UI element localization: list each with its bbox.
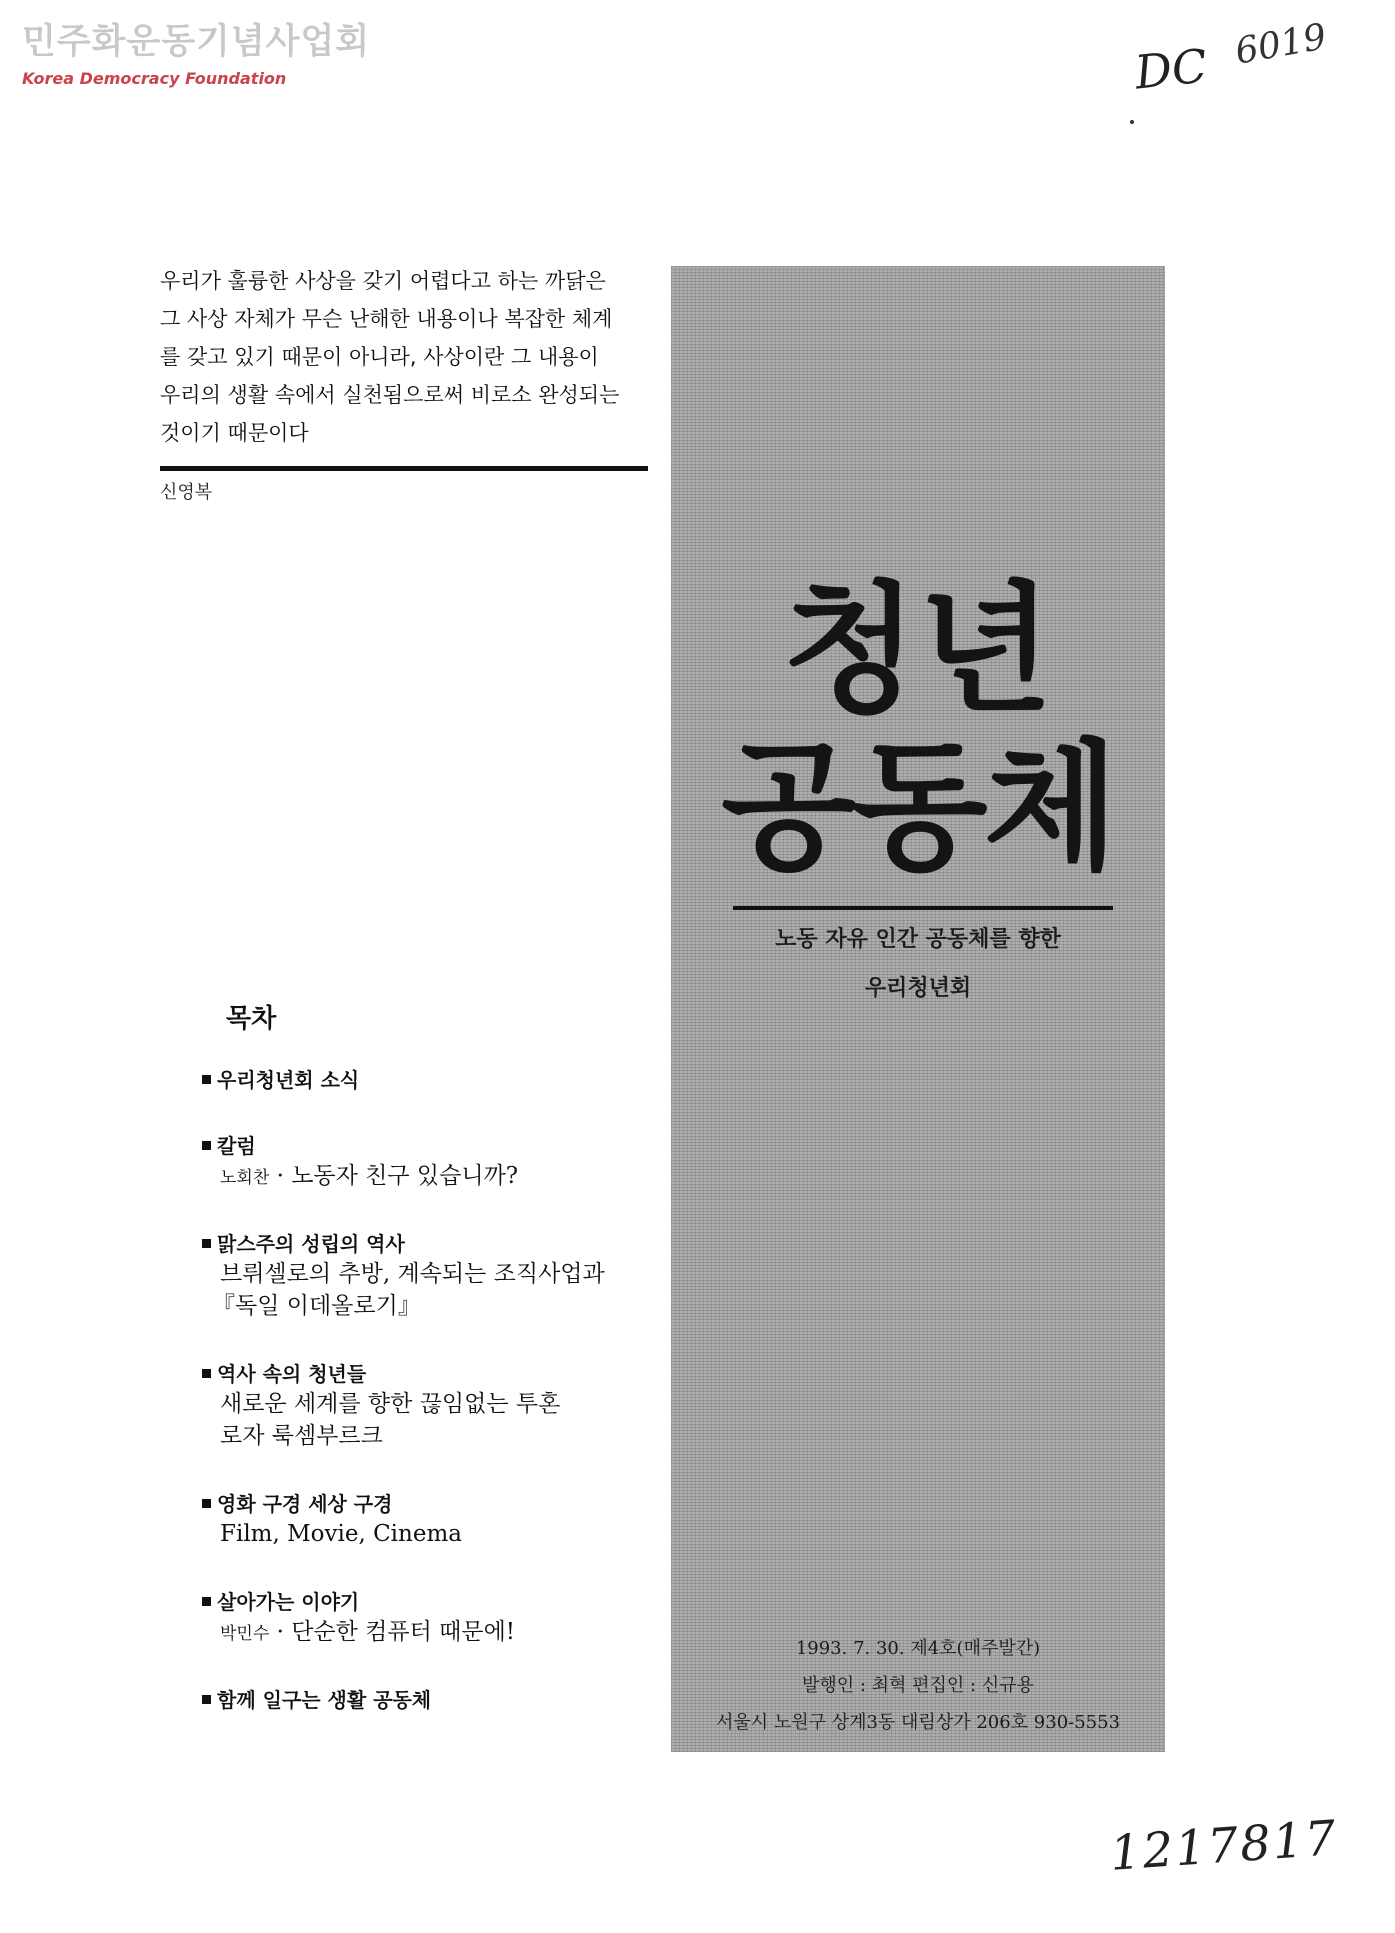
toc-item [202,1686,431,1714]
quote-line: 그 사상 자체가 무슨 난해한 내용이나 복잡한 체계 [160,307,613,331]
handwritten-number-bottom: 1217817 [1108,1810,1340,1882]
watermark-english: Korea Democracy Foundation [22,69,287,88]
toc-item-title: 맑스주의 성립의 역사 [217,1232,405,1256]
toc-item-subtitle: Film, Movie, Cinema [220,1521,462,1547]
square-bullet-icon [202,1239,211,1248]
square-bullet-icon [202,1499,211,1508]
toc-item [202,1066,359,1094]
handwritten-number-top: 6019 [1232,16,1330,73]
epigraph-quote [160,262,648,452]
toc-item-title: 영화 구경 세상 구경 [217,1492,393,1516]
issue-info: 1993. 7. 30. 제4호(매주발간) [795,1638,1041,1659]
watermark-korean: 민주화운동기념사업회 [22,22,371,62]
toc-item-subtitle: 브뤼셀로의 추방, 계속되는 조직사업과 [220,1261,605,1287]
handwritten-code: DC [1132,38,1210,100]
quote-author: 신영복 [160,482,213,503]
ink-speck [1130,120,1134,124]
square-bullet-icon [202,1075,211,1084]
quote-line: 를 갖고 있기 때문이 아니라, 사상이란 그 내용이 [160,345,599,369]
toc-item-subtitle: 새로운 세계를 향한 끊임없는 투혼 [220,1391,561,1417]
quote-line: 것이기 때문이다 [160,421,309,445]
address-info: 서울시 노원구 상계3동 대림상가 206호 930-5553 [715,1712,1121,1733]
toc-item-author: 노회찬 [220,1168,270,1188]
square-bullet-icon [202,1597,211,1606]
cover-title-line1: 청년 [782,569,1054,732]
toc-item [202,1230,605,1322]
toc-heading: 목차 [226,1004,277,1034]
toc-item-subtitle: · 노동자 친구 있습니까? [276,1163,519,1189]
toc-item [202,1360,560,1452]
cover-panel [671,266,1165,1752]
square-bullet-icon [202,1695,211,1704]
cover-subtitle: 노동 자유 인간 공동체를 향한 [775,927,1061,952]
watermark [22,22,370,90]
toc-item-title: 우리청년회 소식 [217,1068,360,1092]
toc-item-title: 함께 일구는 생활 공동체 [217,1688,432,1712]
toc-item [202,1132,518,1194]
toc-item [202,1490,462,1550]
toc-item-subtitle: 로자 룩셈부르크 [220,1423,383,1449]
quote-divider [160,466,648,471]
square-bullet-icon [202,1369,211,1378]
toc-item-author: 박민수 [220,1624,270,1644]
quote-line: 우리가 훌륭한 사상을 갖기 어렵다고 하는 까닭은 [160,269,606,293]
toc-item-subtitle: 『독일 이데올로기』 [212,1293,421,1319]
toc-item [202,1588,515,1650]
cover-title-line2: 공동체 [721,727,1115,890]
cover-organization: 우리청년회 [864,976,972,1001]
toc-item-title: 살아가는 이야기 [217,1590,360,1614]
quote-line: 우리의 생활 속에서 실천됨으로써 비로소 완성되는 [160,383,620,407]
toc-item-subtitle: · 단순한 컴퓨터 때문에! [276,1619,516,1645]
toc-item-title: 칼럼 [217,1134,256,1158]
toc-item-title: 역사 속의 청년들 [217,1362,367,1386]
staff-info: 발행인 : 최혁 편집인 : 신규용 [801,1675,1034,1696]
square-bullet-icon [202,1141,211,1150]
cover-divider [733,906,1113,910]
